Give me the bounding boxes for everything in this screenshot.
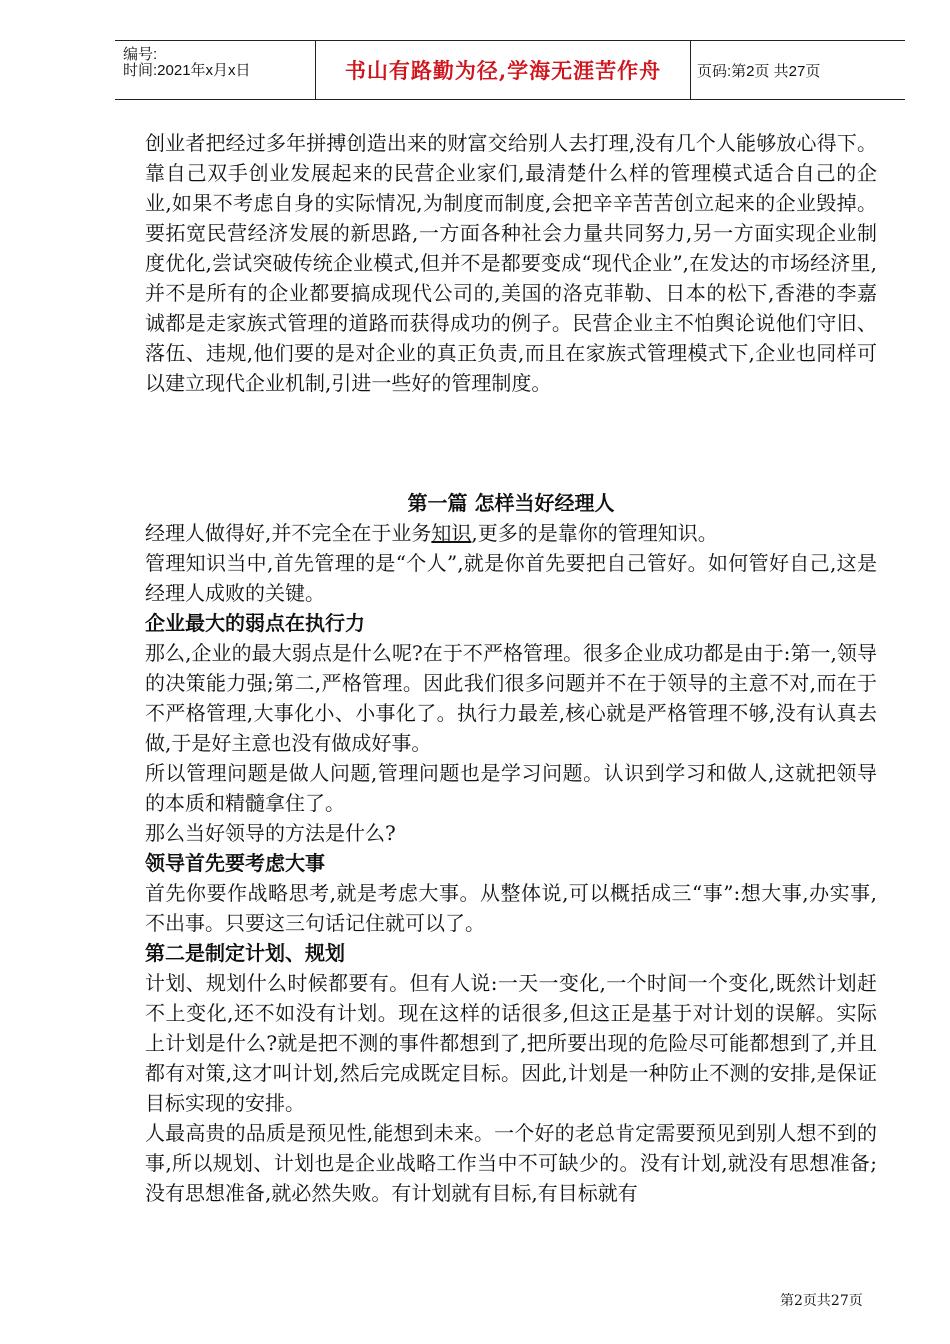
header-motto: 书山有路勤为径,学海无涯苦作舟: [315, 41, 691, 99]
knowledge-link[interactable]: 知识: [431, 521, 472, 545]
section-heading-execution: 企业最大的弱点在执行力: [145, 611, 365, 635]
paragraph-8: 人最高贵的品质是预见性,能想到未来。一个好的老总肯定需要预见到别人想不到的事,所以规划、计划也是企业战略工作当中不可缺少的。没有计划,就没有思想准备;没有思想准备,就必然失败。有计划就有目标,有目标就有: [145, 1121, 877, 1205]
document-body: [145, 128, 877, 1208]
paragraph-1: [145, 518, 877, 548]
number-label: 编号:: [123, 46, 158, 63]
paragraph-6: 首先你要作战略思考,就是考虑大事。从整体说,可以概括成三“事”:想大事,办实事,不出事。只要这三句话记住就可以了。: [145, 881, 877, 935]
header-meta: [115, 41, 315, 99]
paragraph-4: 所以管理问题是做人问题,管理问题也是学习问题。认识到学习和做人,这就把领导的本质和精髓拿住了。: [145, 761, 877, 815]
time-label: 时间:2021年x月x日: [123, 62, 251, 79]
page-footer: 第2页共27页: [780, 1293, 863, 1309]
page-header: [115, 40, 905, 100]
p1-text-before: 经理人做得好,并不完全在于业务: [145, 521, 432, 545]
paragraph-2: 管理知识当中,首先管理的是“个人”,就是你首先要把自己管好。如何管好自己,这是经理人成败的关键。: [145, 551, 877, 605]
chapter-title: 第一篇 怎样当好经理人: [407, 491, 615, 515]
section-heading-planning: 第二是制定计划、规划: [145, 941, 345, 965]
p1-text-after: ,更多的是靠你的管理知识。: [471, 521, 718, 545]
section-heading-big-things: 领导首先要考虑大事: [145, 851, 325, 875]
paragraph-7: 计划、规划什么时候都要有。但有人说:一天一变化,一个时间一个变化,既然计划赶不上变化,还不如没有计划。现在这样的话很多,但这正是基于对计划的误解。实际上计划是什么?就是把不测的事件都想到了,把所要出现的危险尽可能都想到了,并且都有对策,这才叫计划,然后完成既定目标。因此,计划是一种防止不测的安排,是保证目标实现的安排。: [145, 971, 877, 1115]
paragraph-3: 那么,企业的最大弱点是什么呢?在于不严格管理。很多企业成功都是由于:第一,领导的决策能力强;第二,严格管理。因此我们很多问题并不在于领导的主意不对,而在于不严格管理,大事化小、小事化了。执行力最差,核心就是严格管理不够,没有认真去做,于是好主意也没有做成好事。: [145, 641, 877, 755]
paragraph-5: 那么当好领导的方法是什么?: [145, 821, 396, 845]
spacer: [145, 398, 877, 488]
header-page-label: 页码:第2页 共27页: [697, 62, 821, 80]
intro-paragraph: 创业者把经过多年拼搏创造出来的财富交给别人去打理,没有几个人能够放心得下。靠自己双手创业发展起来的民营企业家们,最清楚什么样的管理模式适合自己的企业,如果不考虑自身的实际情况,为制度而制度,会把辛辛苦苦创立起来的企业毁掉。要拓宽民营经济发展的新思路,一方面各种社会力量共同努力,另一方面实现企业制度优化,尝试突破传统企业模式,但并不是都要变成“现代企业”,在发达的市场经济里,并不是所有的企业都要搞成现代公司的,美国的洛克菲勒、日本的松下,香港的李嘉诚都是走家族式管理的道路而获得成功的例子。民营企业主不怕舆论说他们守旧、落伍、违规,他们要的是对企业的真正负责,而且在家族式管理模式下,企业也同样可以建立现代企业机制,引进一些好的管理制度。: [145, 131, 877, 395]
